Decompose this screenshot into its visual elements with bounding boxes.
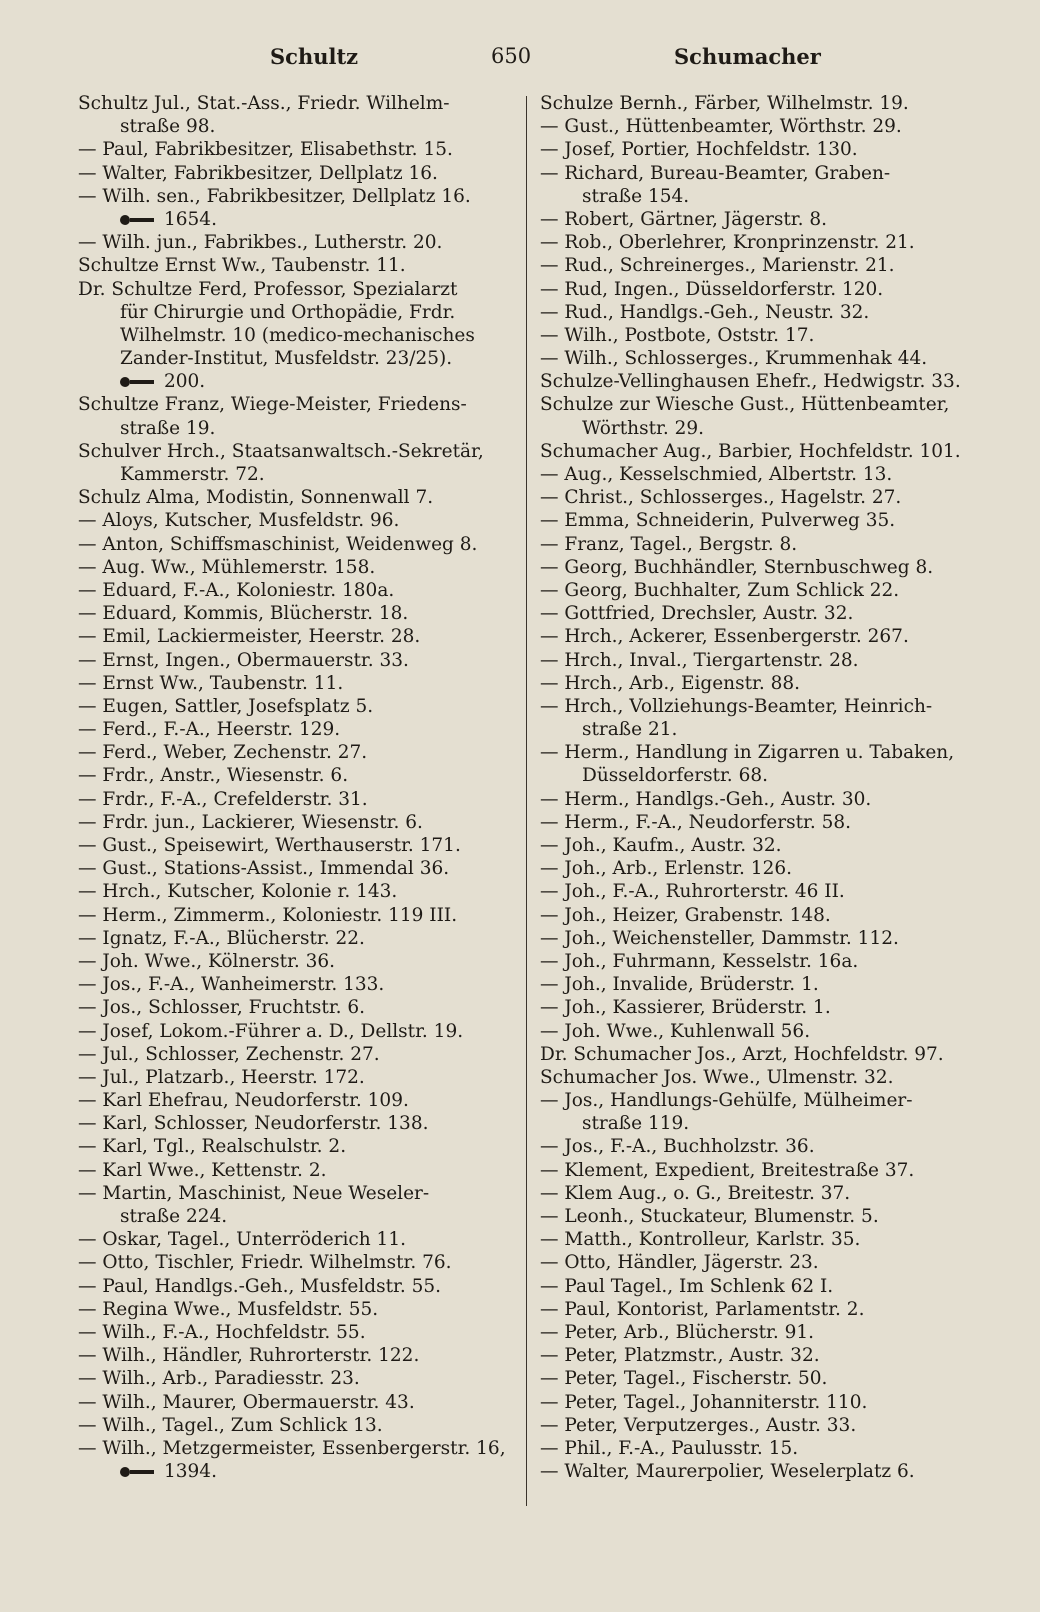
entry-text: — Matth., Kontrolleur, Karlstr. 35. — [540, 1229, 861, 1251]
entry-text: — Jos., Handlungs-Gehülfe, Mülheimer- — [540, 1090, 913, 1112]
directory-entry-line — [540, 440, 980, 463]
entry-text: — Franz, Tagel., Bergstr. 8. — [540, 533, 798, 555]
entry-text: — Wilh., Schlosserges., Krummenhak 44. — [540, 348, 928, 370]
directory-entry-line — [540, 1391, 980, 1414]
entry-text: straße 224. — [120, 1206, 228, 1227]
directory-entry-line — [78, 973, 518, 996]
directory-entry-line — [78, 1414, 518, 1437]
entry-text: Düsseldorferstr. 68. — [582, 765, 768, 787]
directory-entry-line — [540, 672, 980, 695]
directory-entry-line — [540, 208, 980, 231]
directory-entry-line — [540, 1020, 980, 1043]
entry-text: — Georg, Buchhalter, Zum Schlick 22. — [540, 579, 900, 601]
entry-text: — Ignatz, F.-A., Blücherstr. 22. — [78, 927, 365, 949]
directory-entry-line — [540, 162, 980, 185]
entry-text: — Gust., Stations-Assist., Immendal 36. — [78, 858, 450, 880]
directory-entry-line — [78, 602, 518, 625]
column-divider — [526, 96, 527, 1506]
entry-text: — Joh., F.-A., Ruhrorterstr. 46 II. — [540, 881, 845, 903]
entry-text: — Klement, Expedient, Breitestraße 37. — [540, 1159, 915, 1181]
directory-entry-line — [540, 950, 980, 973]
entry-text: — Joh., Arb., Erlenstr. 126. — [540, 858, 792, 880]
directory-entry-line — [78, 579, 518, 602]
directory-entry-line — [540, 996, 980, 1019]
entry-text: — Hrch., Inval., Tiergartenstr. 28. — [540, 649, 859, 671]
entry-text: — Ferd., F.-A., Heerstr. 129. — [78, 719, 341, 741]
directory-entry-line — [78, 208, 518, 231]
directory-entry-line — [540, 1460, 980, 1483]
directory-entry-line — [78, 1251, 518, 1274]
directory-entry-line — [540, 92, 980, 115]
directory-entry-line — [78, 1043, 518, 1066]
entry-text: — Wilh., Arb., Paradiesstr. 23. — [78, 1368, 360, 1390]
entry-text: — Joh., Kaufm., Austr. 32. — [540, 835, 782, 856]
directory-entry-line — [78, 278, 518, 301]
entry-text: — Joh., Invalide, Brüderstr. 1. — [540, 974, 819, 996]
page-number: 650 — [491, 44, 532, 68]
entry-text: Wilhelmstr. 10 (medico-mechanisches — [120, 324, 475, 346]
entry-text: — Rob., Oberlehrer, Kronprinzenstr. 21. — [540, 232, 915, 254]
directory-entry-line — [78, 950, 518, 973]
entry-text: straße 21. — [582, 719, 678, 741]
entry-text: — Jos., F.-A., Buchholzstr. 36. — [540, 1136, 815, 1158]
directory-entry-line — [78, 996, 518, 1019]
entry-text: — Paul, Fabrikbesitzer, Elisabethstr. 15. — [78, 139, 453, 161]
directory-entry-line — [540, 393, 980, 416]
directory-entry-line — [540, 1344, 980, 1367]
entry-text: Zander-Institut, Musfeldstr. 23/25). — [120, 348, 453, 370]
directory-entry-line — [540, 1228, 980, 1251]
directory-entry-line — [78, 185, 518, 208]
entry-text: — Frdr., Anstr., Wiesenstr. 6. — [78, 765, 349, 787]
directory-entry-line — [78, 1135, 518, 1158]
entry-text: — Rud., Handlgs.-Geh., Neustr. 32. — [540, 301, 870, 323]
directory-entry-line — [78, 857, 518, 880]
directory-entry-line — [540, 278, 980, 301]
entry-text: straße 19. — [120, 417, 216, 439]
entry-text: — Gust., Speisewirt, Werthauserstr. 171. — [78, 835, 461, 856]
entry-text: Schumacher Jos. Wwe., Ulmenstr. 32. — [540, 1066, 894, 1088]
entry-text: — Wilh., Händler, Ruhrorterstr. 122. — [78, 1345, 420, 1367]
directory-entry-line — [78, 764, 518, 787]
directory-entry-line — [78, 440, 518, 463]
entry-text: — Robert, Gärtner, Jägerstr. 8. — [540, 208, 828, 230]
directory-entry-line — [540, 533, 980, 556]
entry-text: — Herm., F.-A., Neudorferstr. 58. — [540, 811, 852, 833]
directory-entry-line — [540, 1089, 980, 1112]
directory-entry-line — [78, 254, 518, 277]
entry-text: 1654. — [164, 208, 217, 230]
entry-text: — Gottfried, Drechsler, Austr. 32. — [540, 603, 854, 625]
entry-text: Kammerstr. 72. — [120, 464, 265, 485]
directory-entry-line — [78, 231, 518, 254]
entry-text: — Hrch., Vollziehungs-Beamter, Heinrich- — [540, 695, 933, 717]
entry-text: — Eduard, Kommis, Blücherstr. 18. — [78, 603, 409, 625]
directory-entry-line — [78, 417, 518, 440]
directory-entry-line — [540, 1182, 980, 1205]
entry-text: — Georg, Buchhändler, Sternbuschweg 8. — [540, 556, 934, 578]
directory-entry-line — [78, 115, 518, 138]
directory-entry-line — [540, 1205, 980, 1228]
directory-entry-line — [540, 324, 980, 347]
entry-text: Schulver Hrch., Staatsanwaltsch.-Sekretär, — [78, 440, 484, 462]
directory-entry-line — [78, 1460, 518, 1483]
directory-entry-line — [78, 834, 518, 857]
directory-entry-line — [540, 254, 980, 277]
directory-entry-line — [78, 649, 518, 672]
entry-text: — Jos., Schlosser, Fruchtstr. 6. — [78, 997, 366, 1019]
entry-text: — Joh., Fuhrmann, Kesselstr. 16a. — [540, 950, 859, 972]
entry-text: — Walter, Fabrikbesitzer, Dellplatz 16. — [78, 162, 438, 184]
directory-entry-line — [78, 1089, 518, 1112]
entry-text: Schultze Franz, Wiege-Meister, Friedens- — [78, 394, 467, 416]
entry-text: Schulz Alma, Modistin, Sonnenwall 7. — [78, 487, 434, 509]
directory-entry-line — [540, 857, 980, 880]
telephone-icon — [120, 214, 156, 226]
directory-entry-line — [540, 1367, 980, 1390]
left-column — [78, 92, 518, 1483]
directory-entry-line — [78, 904, 518, 927]
directory-entry-line — [540, 1414, 980, 1437]
directory-entry-line — [78, 324, 518, 347]
directory-entry-line — [78, 1391, 518, 1414]
directory-entry-line — [540, 115, 980, 138]
directory-entry-line — [78, 1205, 518, 1228]
directory-entry-line — [540, 695, 980, 718]
directory-entry-line — [540, 1437, 980, 1460]
entry-text: — Hrch., Ackerer, Essenbergerstr. 267. — [540, 626, 909, 648]
entry-text: — Joh. Wwe., Kuhlenwall 56. — [540, 1020, 811, 1042]
entry-text: — Wilh., Maurer, Obermauerstr. 43. — [78, 1391, 415, 1413]
directory-entry-line — [78, 672, 518, 695]
entry-text: — Peter, Arb., Blücherstr. 91. — [540, 1321, 815, 1343]
header-left-keyword: Schultz — [270, 44, 359, 69]
entry-text: — Richard, Bureau-Beamter, Graben- — [540, 162, 891, 184]
entry-text: — Karl, Schlosser, Neudorferstr. 138. — [78, 1113, 429, 1135]
directory-entry-line — [540, 788, 980, 811]
directory-entry-line — [540, 927, 980, 950]
directory-entry-line — [78, 486, 518, 509]
entry-text: — Wilh. jun., Fabrikbes., Lutherstr. 20. — [78, 232, 443, 254]
entry-text: — Hrch., Kutscher, Kolonie r. 143. — [78, 881, 398, 903]
directory-entry-line — [540, 579, 980, 602]
entry-text: Dr. Schumacher Jos., Arzt, Hochfeldstr. 97. — [540, 1043, 944, 1065]
entry-text: — Aug., Kesselschmied, Albertstr. 13. — [540, 464, 893, 485]
entry-text: — Ernst Ww., Taubenstr. 11. — [78, 672, 344, 694]
entry-text: — Peter, Tagel., Johanniterstr. 110. — [540, 1391, 868, 1413]
entry-text: — Karl Ehefrau, Neudorferstr. 109. — [78, 1090, 409, 1112]
directory-entry-line — [78, 1367, 518, 1390]
entry-text: — Emil, Lackiermeister, Heerstr. 28. — [78, 626, 421, 648]
directory-entry-line — [78, 162, 518, 185]
directory-entry-line — [78, 1298, 518, 1321]
directory-entry-line — [78, 1159, 518, 1182]
entry-text: — Joh., Kassierer, Brüderstr. 1. — [540, 997, 831, 1019]
entry-text: — Anton, Schiffsmaschinist, Weidenweg 8. — [78, 533, 478, 555]
entry-text: — Paul, Kontorist, Parlamentstr. 2. — [540, 1298, 865, 1320]
directory-entry-line — [78, 695, 518, 718]
directory-entry-line — [78, 138, 518, 161]
entry-text: — Jul., Platzarb., Heerstr. 172. — [78, 1066, 365, 1088]
directory-entry-line — [78, 741, 518, 764]
entry-text: — Otto, Tischler, Friedr. Wilhelmstr. 76. — [78, 1252, 452, 1274]
entry-text: — Paul, Handlgs.-Geh., Musfeldstr. 55. — [78, 1275, 442, 1297]
directory-entry-line — [540, 509, 980, 532]
directory-entry-line — [78, 556, 518, 579]
directory-entry-line — [540, 370, 980, 393]
entry-text: — Wilh., Tagel., Zum Schlick 13. — [78, 1414, 383, 1436]
entry-text: — Karl Wwe., Kettenstr. 2. — [78, 1159, 327, 1181]
entry-text: — Herm., Handlgs.-Geh., Austr. 30. — [540, 788, 872, 810]
entry-text: — Hrch., Arb., Eigenstr. 88. — [540, 672, 801, 694]
entry-text: — Joh. Wwe., Kölnerstr. 36. — [78, 950, 336, 972]
directory-entry-line — [540, 811, 980, 834]
directory-entry-line — [540, 718, 980, 741]
directory-entry-line — [540, 138, 980, 161]
entry-text: — Josef, Portier, Hochfeldstr. 130. — [540, 139, 858, 161]
directory-entry-line — [78, 1344, 518, 1367]
entry-text: — Ferd., Weber, Zechenstr. 27. — [78, 742, 368, 764]
directory-entry-line — [78, 463, 518, 486]
entry-text: Schumacher Aug., Barbier, Hochfeldstr. 101. — [540, 440, 961, 462]
entry-text: — Peter, Platzmstr., Austr. 32. — [540, 1345, 820, 1367]
directory-entry-line — [540, 741, 980, 764]
entry-text: — Gust., Hüttenbeamter, Wörthstr. 29. — [540, 116, 902, 138]
directory-entry-line — [78, 509, 518, 532]
entry-text: — Aloys, Kutscher, Musfeldstr. 96. — [78, 510, 400, 532]
directory-entry-line — [78, 1112, 518, 1135]
directory-entry-line — [540, 764, 980, 787]
directory-entry-line — [78, 393, 518, 416]
directory-entry-line — [540, 1298, 980, 1321]
entry-text: — Frdr. jun., Lackierer, Wiesenstr. 6. — [78, 811, 423, 833]
directory-entry-line — [540, 1112, 980, 1135]
right-column — [540, 92, 980, 1483]
directory-entry-line — [78, 347, 518, 370]
page-header — [70, 44, 970, 74]
entry-text: 200. — [164, 371, 206, 393]
directory-entry-line — [540, 1135, 980, 1158]
entry-text: Wörthstr. 29. — [582, 417, 705, 439]
entry-text: Schulze zur Wiesche Gust., Hüttenbeamter, — [540, 394, 950, 416]
directory-entry-line — [78, 1228, 518, 1251]
entry-text: — Klem Aug., o. G., Breitestr. 37. — [540, 1182, 851, 1204]
directory-entry-line — [540, 880, 980, 903]
entry-text: — Ernst, Ingen., Obermauerstr. 33. — [78, 649, 409, 671]
directory-entry-line — [78, 625, 518, 648]
entry-text: — Wilh. sen., Fabrikbesitzer, Dellplatz 16. — [78, 185, 471, 207]
entry-text: straße 154. — [582, 185, 690, 207]
directory-entry-line — [78, 92, 518, 115]
entry-text: — Joh., Weichensteller, Dammstr. 112. — [540, 927, 899, 949]
entry-text: — Peter, Tagel., Fischerstr. 50. — [540, 1368, 828, 1390]
directory-entry-line — [78, 1437, 518, 1460]
directory-entry-line — [540, 602, 980, 625]
directory-entry-line — [540, 625, 980, 648]
directory-entry-line — [540, 1159, 980, 1182]
directory-entry-line — [540, 185, 980, 208]
directory-entry-line — [78, 927, 518, 950]
entry-text: — Paul Tagel., Im Schlenk 62 I. — [540, 1275, 834, 1297]
entry-text: — Otto, Händler, Jägerstr. 23. — [540, 1252, 819, 1274]
directory-entry-line — [540, 973, 980, 996]
directory-entry-line — [540, 1066, 980, 1089]
directory-entry-line — [540, 649, 980, 672]
entry-text: — Herm., Handlung in Zigarren u. Tabaken, — [540, 742, 955, 764]
entry-text: — Aug. Ww., Mühlemerstr. 158. — [78, 556, 376, 578]
directory-entry-line — [540, 347, 980, 370]
entry-text: — Martin, Maschinist, Neue Weseler- — [78, 1182, 430, 1204]
entry-text: — Karl, Tgl., Realschulstr. 2. — [78, 1136, 347, 1158]
entry-text: straße 98. — [120, 116, 216, 138]
entry-text: 1394. — [164, 1461, 217, 1483]
entry-text: — Oskar, Tagel., Unterröderich 11. — [78, 1229, 406, 1251]
directory-entry-line — [78, 811, 518, 834]
directory-entry-line — [540, 834, 980, 857]
entry-text: — Regina Wwe., Musfeldstr. 55. — [78, 1298, 379, 1320]
entry-text: — Christ., Schlosserges., Hagelstr. 27. — [540, 487, 902, 509]
entry-text: — Herm., Zimmerm., Koloniestr. 119 III. — [78, 904, 458, 926]
directory-entry-line — [78, 1275, 518, 1298]
entry-text: Schultze Ernst Ww., Taubenstr. 11. — [78, 255, 406, 277]
entry-text: — Leonh., Stuckateur, Blumenstr. 5. — [540, 1206, 879, 1227]
directory-entry-line — [78, 718, 518, 741]
directory-entry-line — [78, 301, 518, 324]
entry-text: — Wilh., Metzgermeister, Essenbergerstr. 16, — [78, 1437, 506, 1459]
directory-entry-line — [540, 1321, 980, 1344]
directory-entry-line — [78, 1020, 518, 1043]
entry-text: für Chirurgie und Orthopädie, Frdr. — [120, 301, 456, 323]
directory-entry-line — [78, 370, 518, 393]
entry-text: — Eduard, F.-A., Koloniestr. 180a. — [78, 579, 395, 601]
telephone-icon — [120, 1466, 156, 1478]
directory-entry-line — [540, 1251, 980, 1274]
directory-entry-line — [540, 231, 980, 254]
header-right-keyword: Schumacher — [674, 44, 821, 69]
entry-text: — Frdr., F.-A., Crefelderstr. 31. — [78, 788, 368, 810]
directory-entry-line — [540, 301, 980, 324]
entry-text: Schulze-Vellinghausen Ehefr., Hedwigstr. 33. — [540, 371, 961, 393]
entry-text: — Eugen, Sattler, Josefsplatz 5. — [78, 695, 374, 717]
entry-text: — Josef, Lokom.-Führer a. D., Dellstr. 19. — [78, 1020, 464, 1042]
directory-entry-line — [540, 1043, 980, 1066]
entry-text: Dr. Schultze Ferd, Professor, Spezialarzt — [78, 278, 458, 300]
entry-text: — Wilh., Postbote, Oststr. 17. — [540, 324, 815, 346]
directory-entry-line — [540, 556, 980, 579]
directory-entry-line — [540, 1275, 980, 1298]
entry-text: — Jos., F.-A., Wanheimerstr. 133. — [78, 974, 385, 996]
entry-text: — Phil., F.-A., Paulusstr. 15. — [540, 1437, 799, 1459]
entry-text: — Peter, Verputzerges., Austr. 33. — [540, 1414, 857, 1436]
entry-text: — Joh., Heizer, Grabenstr. 148. — [540, 904, 831, 926]
directory-entry-line — [78, 788, 518, 811]
directory-entry-line — [78, 880, 518, 903]
telephone-icon — [120, 376, 156, 388]
directory-entry-line — [540, 486, 980, 509]
entry-text: Schultz Jul., Stat.-Ass., Friedr. Wilhelm- — [78, 93, 450, 114]
entry-text: Schulze Bernh., Färber, Wilhelmstr. 19. — [540, 93, 909, 114]
directory-entry-line — [78, 1066, 518, 1089]
directory-entry-line — [540, 463, 980, 486]
entry-text: straße 119. — [582, 1113, 690, 1135]
entry-text: — Wilh., F.-A., Hochfeldstr. 55. — [78, 1321, 366, 1343]
directory-entry-line — [540, 904, 980, 927]
directory-entry-line — [78, 533, 518, 556]
entry-text: — Rud, Ingen., Düsseldorferstr. 120. — [540, 278, 884, 300]
entry-text: — Rud., Schreinerges., Marienstr. 21. — [540, 255, 895, 277]
directory-entry-line — [540, 417, 980, 440]
entry-text: — Emma, Schneiderin, Pulverweg 35. — [540, 510, 896, 532]
directory-entry-line — [78, 1321, 518, 1344]
directory-entry-line — [78, 1182, 518, 1205]
entry-text: — Walter, Maurerpolier, Weselerplatz 6. — [540, 1461, 915, 1483]
entry-text: — Jul., Schlosser, Zechenstr. 27. — [78, 1043, 380, 1065]
